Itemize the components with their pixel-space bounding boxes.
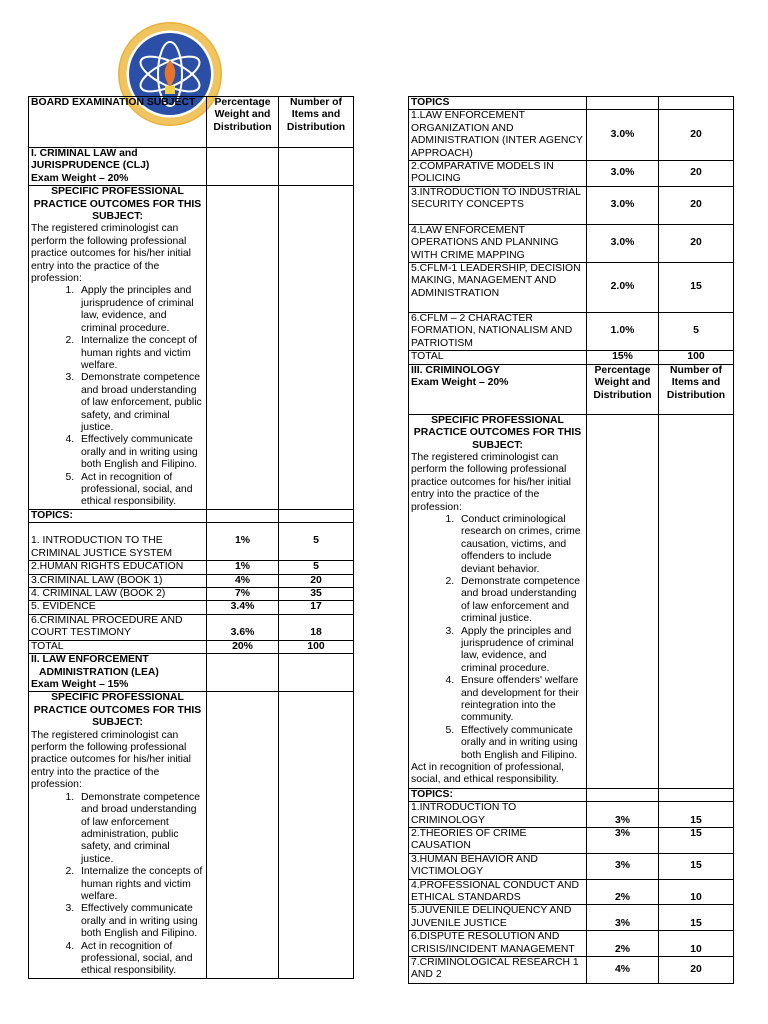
topic-items: 15 bbox=[659, 853, 734, 879]
topic-items: 10 bbox=[659, 931, 734, 957]
topic-name: 2.COMPARATIVE MODELS IN POLICING bbox=[409, 161, 587, 187]
topic-items: 20 bbox=[659, 224, 734, 262]
list-item: 4. Act in recognition of professional, social, and ethical responsibility. bbox=[77, 941, 204, 978]
clj-outcomes-list bbox=[31, 285, 204, 508]
topic-percentage: 1% bbox=[207, 561, 279, 574]
topic-items: 15 bbox=[659, 263, 734, 313]
topic-percentage: 4% bbox=[587, 956, 659, 983]
crim-outcomes-heading: SPECIFIC PROFESSIONAL PRACTICE OUTCOMES FOR THIS SUBJECT: bbox=[413, 414, 582, 451]
topic-name: 2.THEORIES OF CRIME CAUSATION bbox=[409, 827, 587, 853]
list-item: 5. Effectively communicate orally and in writing using both English and Filipino. bbox=[457, 725, 584, 762]
table-row bbox=[29, 601, 354, 614]
table-row bbox=[409, 313, 734, 351]
list-item: 4. Effectively communicate orally and in writing using both English and Filipino. bbox=[77, 434, 204, 471]
topic-percentage: 4% bbox=[207, 574, 279, 587]
topic-percentage: 3% bbox=[587, 802, 659, 828]
table-row bbox=[409, 956, 734, 983]
topic-name: 1. INTRODUCTION TO THE CRIMINAL JUSTICE SYSTEM bbox=[29, 523, 207, 561]
topic-percentage: 3.0% bbox=[587, 161, 659, 187]
total-items: 100 bbox=[279, 640, 354, 653]
topic-items: 35 bbox=[279, 588, 354, 601]
list-item: 4. Ensure offenders' welfare and development for their reintegration into the community. bbox=[457, 675, 584, 725]
topic-percentage: 3.0% bbox=[587, 224, 659, 262]
table-row bbox=[409, 853, 734, 879]
table-row bbox=[409, 802, 734, 828]
topic-percentage: 3% bbox=[587, 905, 659, 931]
table-row bbox=[409, 263, 734, 313]
percentage-column-header: Percentage Weight and Distribution bbox=[587, 364, 659, 414]
total-percentage: 15% bbox=[587, 351, 659, 364]
topic-items: 20 bbox=[659, 956, 734, 983]
topic-percentage: 2% bbox=[587, 879, 659, 905]
table-row bbox=[29, 614, 354, 640]
topic-items: 20 bbox=[659, 161, 734, 187]
topic-name: 6.CRIMINAL PROCEDURE AND COURT TESTIMONY bbox=[29, 614, 207, 640]
list-item: 5. Act in recognition of professional, social, and ethical responsibility. bbox=[77, 472, 204, 509]
lea-outcomes-intro: The registered criminologist can perform the following professional practice outcomes for his/her initial entry into the practice of the profession: bbox=[31, 729, 191, 791]
percentage-column-header: Percentage Weight and Distribution bbox=[207, 97, 279, 148]
table-row bbox=[409, 110, 734, 161]
crim-outcomes-cell bbox=[409, 414, 587, 788]
clj-title: I. CRIMINAL LAW and JURISPRUDENCE (CLJ) bbox=[31, 148, 150, 172]
topic-items: 15 bbox=[659, 802, 734, 828]
items-column-header: Number of Items and Distribution bbox=[659, 364, 734, 414]
topic-items: 10 bbox=[659, 879, 734, 905]
topic-percentage: 3.0% bbox=[587, 110, 659, 161]
crim-exam-weight: Exam Weight – 20% bbox=[411, 377, 509, 389]
table-row bbox=[409, 931, 734, 957]
topic-items: 15 bbox=[659, 905, 734, 931]
topic-percentage: 3% bbox=[587, 827, 659, 853]
table-row bbox=[409, 905, 734, 931]
topic-name: 3.CRIMINAL LAW (BOOK 1) bbox=[29, 574, 207, 587]
topic-name: 6.CFLM – 2 CHARACTER FORMATION, NATIONALISM AND PATRIOTISM bbox=[409, 313, 587, 351]
topic-items: 17 bbox=[279, 601, 354, 614]
lea-heading bbox=[29, 654, 207, 692]
list-item: 3. Effectively communicate orally and in writing using both English and Filipino. bbox=[77, 903, 204, 940]
topic-items: 18 bbox=[279, 614, 354, 640]
subject-column-header: BOARD EXAMINATION SUBJECT bbox=[29, 97, 207, 148]
lea-outcomes-cell bbox=[29, 692, 207, 978]
topic-name: 6.DISPUTE RESOLUTION AND CRISIS/INCIDENT MANAGEMENT bbox=[409, 931, 587, 957]
topic-items: 15 bbox=[659, 827, 734, 853]
topic-name: 1.LAW ENFORCEMENT ORGANIZATION AND ADMINISTRATION (INTER AGENCY APPROACH) bbox=[409, 110, 587, 161]
total-label: TOTAL bbox=[409, 351, 587, 364]
clj-outcomes-cell bbox=[29, 186, 207, 510]
list-item: 2. Demonstrate competence and broad understanding of law enforcement and criminal justice. bbox=[457, 576, 584, 626]
topic-name: 1.INTRODUCTION TO CRIMINOLOGY bbox=[409, 802, 587, 828]
clj-outcomes-intro: The registered criminologist can perform the following professional practice outcomes for his/her initial entry into the practice of the profession: bbox=[31, 223, 191, 285]
topic-name: 5.JUVENILE DELINQUENCY AND JUVENILE JUSTICE bbox=[409, 905, 587, 931]
total-items: 100 bbox=[659, 351, 734, 364]
topic-name: 4.LAW ENFORCEMENT OPERATIONS AND PLANNING WITH CRIME MAPPING bbox=[409, 224, 587, 262]
list-item: 2. Internalize the concepts of human rights and victim welfare. bbox=[77, 866, 204, 903]
lea-outcomes-list bbox=[31, 792, 204, 978]
topic-percentage: 3.0% bbox=[587, 186, 659, 224]
list-item: 1. Apply the principles and jurisprudence of criminal law, evidence, and criminal procedure. bbox=[77, 285, 204, 335]
list-item: 2. Internalize the concept of human rights and victim welfare. bbox=[77, 335, 204, 372]
clj-topics-label: TOPICS: bbox=[29, 509, 207, 522]
topic-name: 4.PROFESSIONAL CONDUCT AND ETHICAL STANDARDS bbox=[409, 879, 587, 905]
total-label: TOTAL bbox=[29, 640, 207, 653]
topic-name: 5.CFLM-1 LEADERSHIP, DECISION MAKING, MANAGEMENT AND ADMINISTRATION bbox=[409, 263, 587, 313]
table-row bbox=[29, 574, 354, 587]
topic-percentage: 7% bbox=[207, 588, 279, 601]
list-item: 1. Conduct criminological research on crimes, crime causation, victims, and offenders to include deviant behavior. bbox=[457, 514, 584, 576]
lea-title-line2: ADMINISTRATION (LEA) bbox=[39, 666, 159, 678]
topic-percentage: 2% bbox=[587, 931, 659, 957]
crim-topics-label: TOPICS: bbox=[409, 788, 587, 801]
topic-items: 5 bbox=[659, 313, 734, 351]
topic-name: 2.HUMAN RIGHTS EDUCATION bbox=[29, 561, 207, 574]
crim-outcomes-intro: The registered criminologist can perform the following professional practice outcomes for his/her initial entry into the practice of the profession: bbox=[411, 451, 571, 513]
clj-exam-weight: Exam Weight – 20% bbox=[31, 172, 129, 184]
left-column-table bbox=[28, 96, 354, 979]
topic-name: 5. EVIDENCE bbox=[29, 601, 207, 614]
table-row bbox=[29, 523, 354, 561]
right-column-table bbox=[408, 96, 734, 984]
total-row bbox=[29, 640, 354, 653]
total-percentage: 20% bbox=[207, 640, 279, 653]
items-column-header: Number of Items and Distribution bbox=[279, 97, 354, 148]
total-row bbox=[409, 351, 734, 364]
topic-items: 5 bbox=[279, 523, 354, 561]
lea-topics-label: TOPICS bbox=[409, 97, 587, 110]
crim-heading bbox=[409, 364, 587, 414]
crim-outcomes-list bbox=[411, 514, 584, 762]
table-row bbox=[29, 561, 354, 574]
topic-percentage: 3% bbox=[587, 853, 659, 879]
topic-name: 4. CRIMINAL LAW (BOOK 2) bbox=[29, 588, 207, 601]
topic-items: 20 bbox=[279, 574, 354, 587]
topic-percentage: 1% bbox=[207, 523, 279, 561]
list-item: 3. Apply the principles and jurisprudence of criminal law, evidence, and criminal procedure. bbox=[457, 626, 584, 676]
table-row bbox=[409, 161, 734, 187]
topic-name: 7.CRIMINOLOGICAL RESEARCH 1 AND 2 bbox=[409, 956, 587, 983]
lea-outcomes-heading: SPECIFIC PROFESSIONAL PRACTICE OUTCOMES FOR THIS SUBJECT: bbox=[33, 692, 202, 729]
table-row bbox=[409, 224, 734, 262]
topic-percentage: 3.6% bbox=[207, 614, 279, 640]
topic-percentage: 1.0% bbox=[587, 313, 659, 351]
topic-name: 3.INTRODUCTION TO INDUSTRIAL SECURITY CONCEPTS bbox=[409, 186, 587, 224]
topic-name: 3.HUMAN BEHAVIOR AND VICTIMOLOGY bbox=[409, 853, 587, 879]
table-row bbox=[409, 827, 734, 853]
topic-percentage: 3.4% bbox=[207, 601, 279, 614]
topic-items: 20 bbox=[659, 110, 734, 161]
lea-title-line1: II. LAW ENFORCEMENT bbox=[31, 654, 149, 666]
table-row bbox=[409, 879, 734, 905]
lea-exam-weight: Exam Weight – 15% bbox=[31, 679, 129, 691]
table-row bbox=[409, 186, 734, 224]
crim-title: III. CRIMINOLOGY bbox=[411, 364, 500, 376]
list-item: 3. Demonstrate competence and broad understanding of law enforcement, public safety, and criminal justice. bbox=[77, 372, 204, 434]
topic-items: 5 bbox=[279, 561, 354, 574]
list-item: 1. Demonstrate competence and broad understanding of law enforcement administration, public safety, and criminal justice. bbox=[77, 792, 204, 866]
table-row bbox=[29, 588, 354, 601]
clj-heading bbox=[29, 148, 207, 186]
clj-outcomes-heading: SPECIFIC PROFESSIONAL PRACTICE OUTCOMES FOR THIS SUBJECT: bbox=[33, 186, 202, 223]
crim-outcomes-closing: Act in recognition of professional, social, and ethical responsibility. bbox=[411, 762, 565, 786]
topic-percentage: 2.0% bbox=[587, 263, 659, 313]
topic-items: 20 bbox=[659, 186, 734, 224]
